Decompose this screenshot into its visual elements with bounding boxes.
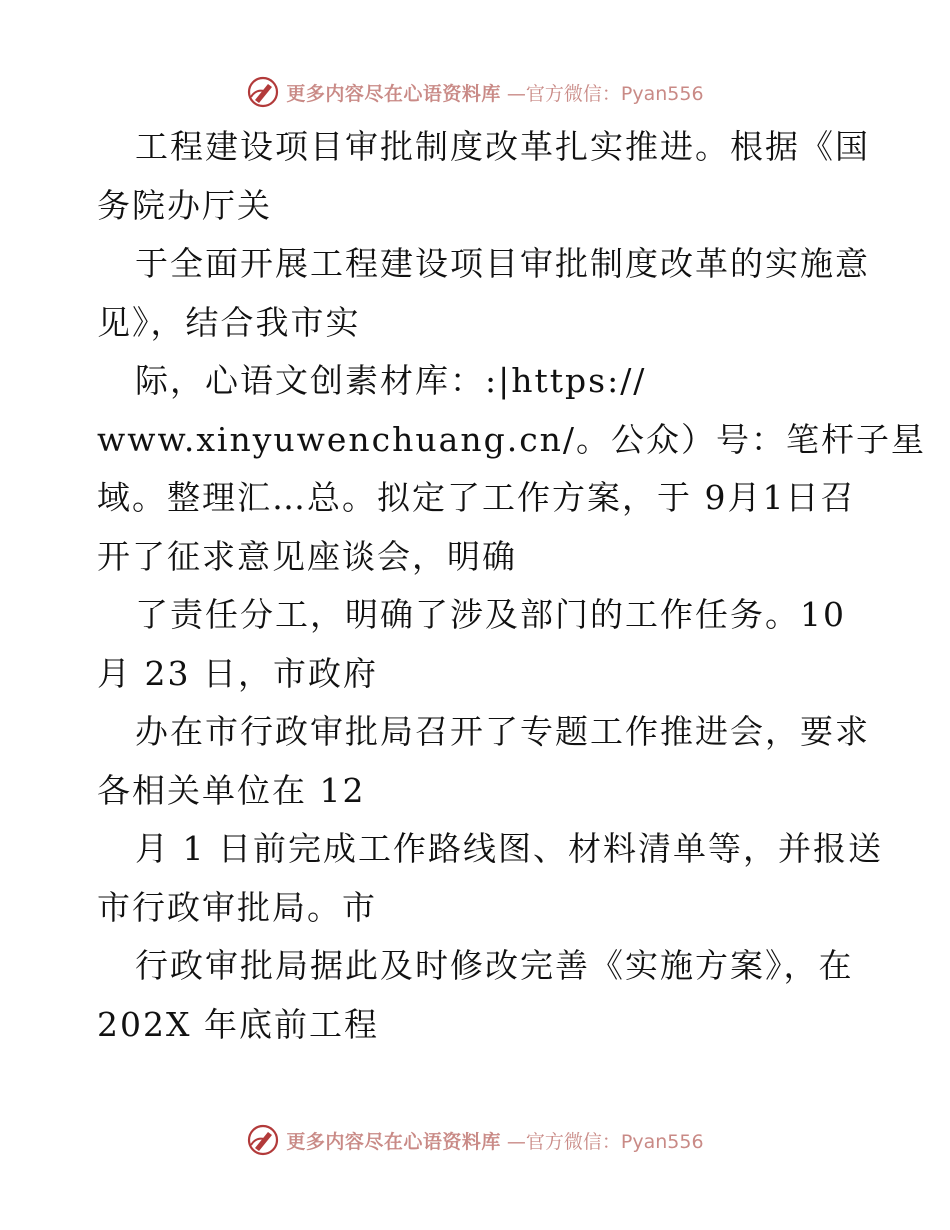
body-line: 办在市行政审批局召开了专题工作推进会，要求 xyxy=(135,712,870,751)
body-line: 了责任分工，明确了涉及部门的工作任务。10 xyxy=(135,595,846,634)
body-line: 开了征求意见座谈会，明确 xyxy=(97,536,517,576)
header-banner-main-text: 更多内容尽在心语资料库 xyxy=(286,82,501,105)
body-line: 工程建设项目审批制度改革扎实推进。根据《国 xyxy=(135,127,870,166)
body-line: 各相关单位在 12 xyxy=(97,770,366,810)
body-line: 月 23 日，市政府 xyxy=(97,653,378,693)
footer-watermark-banner xyxy=(0,1120,950,1160)
body-line: 域。整理汇…总。拟定了工作方案，于 9月1日召 xyxy=(97,478,856,517)
body-line: www.xinyuwenchuang.cn/。公众）号：笔杆子星 xyxy=(97,419,927,459)
header-banner-sub-text: —官方微信：Pyan556 xyxy=(506,82,704,105)
header-watermark-banner xyxy=(0,72,950,112)
body-line: 际，心语文创素材库：:|https:// xyxy=(135,361,647,400)
document-body xyxy=(97,118,927,1054)
body-line: 见》，结合我市实 xyxy=(97,302,361,342)
pen-nib-logo-icon xyxy=(246,75,280,109)
body-line: 行政审批局据此及时修改完善《实施方案》，在 xyxy=(135,946,854,985)
footer-banner-main-text: 更多内容尽在心语资料库 xyxy=(286,1130,501,1153)
body-line: 202X 年底前工程 xyxy=(97,1004,379,1044)
body-line: 市行政审批局。市 xyxy=(97,887,377,927)
body-line: 于全面开展工程建设项目审批制度改革的实施意 xyxy=(135,244,870,283)
body-line: 务院办厅关 xyxy=(97,185,272,225)
footer-banner-sub-text: —官方微信：Pyan556 xyxy=(506,1130,704,1153)
pen-nib-logo-icon xyxy=(246,1123,280,1157)
body-line: 月 1 日前完成工作路线图、材料清单等，并报送 xyxy=(135,829,883,868)
